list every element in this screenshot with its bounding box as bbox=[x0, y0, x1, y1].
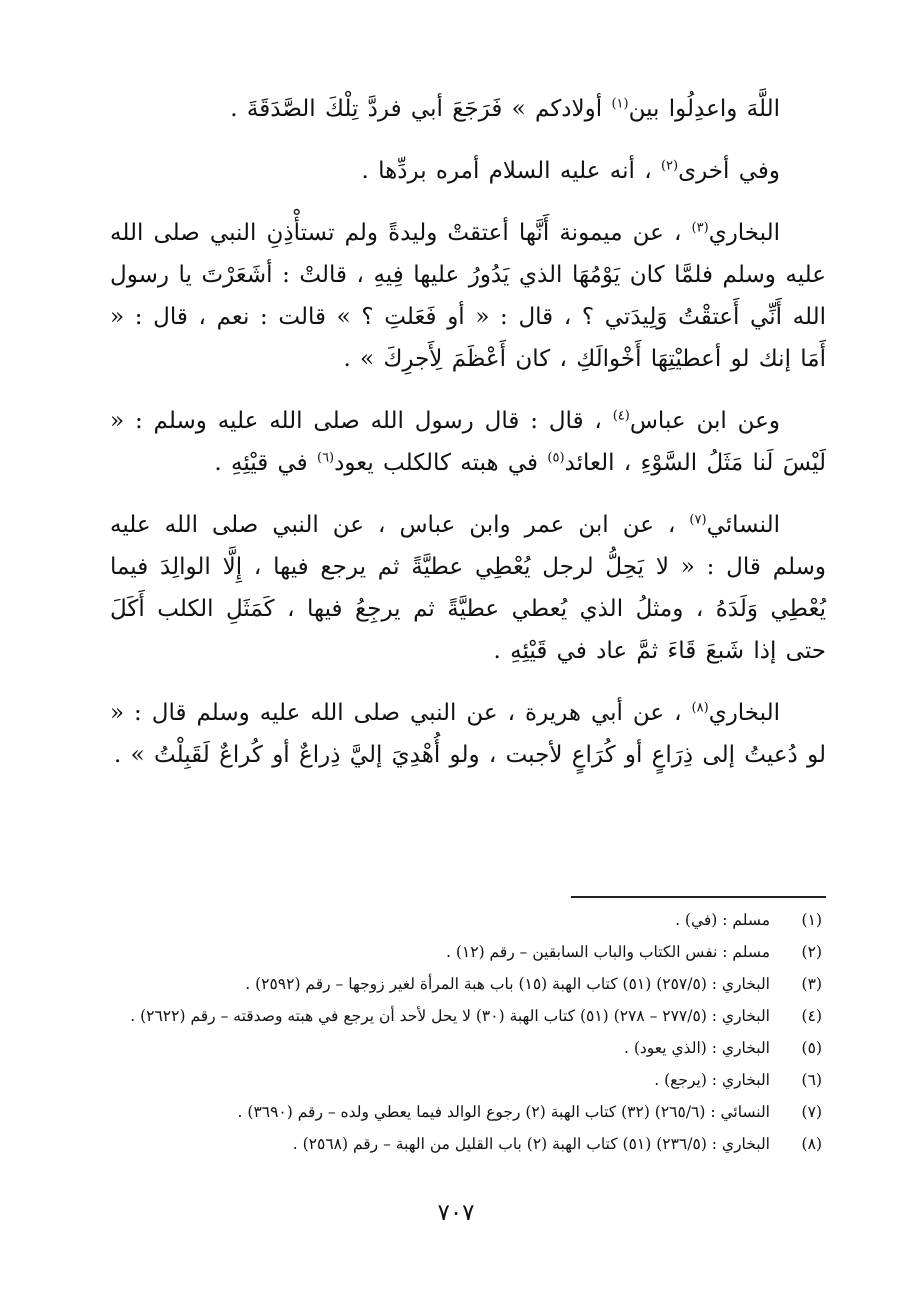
footnote-number: (٤) bbox=[801, 1007, 822, 1025]
paragraph-2 bbox=[110, 150, 826, 192]
text-run: ، عن أبي هريرة ، عن النبي صلى الله عليه وسلم قال : « لو دُعيتُ إلى ذِرَاعٍ أو كُرَاعٍ لأجبت ، ولو أُهْدِيَ إليَّ ذِراعٌ أو كُراعٌ لَقَبِلْتُ » . bbox=[110, 700, 826, 768]
footnote-number: (٨) bbox=[801, 1135, 822, 1153]
page-number: ٧٠٧ bbox=[437, 1200, 475, 1226]
footnote-1 bbox=[120, 904, 826, 936]
text-run: أولادكم » فَرَجَعَ أبي فردَّ تِلْكَ الصَّدَقَةَ . bbox=[230, 96, 612, 122]
footnote-5 bbox=[120, 1032, 826, 1064]
text-run: ، عن ميمونة أَنَّها أعتقتْ وليدةً ولم تستأْذِنِ النبي صلى الله عليه وسلم فلمَّا كان يَوْمُهَا الذي يَدُورُ عليها فِيهِ ، قالتْ : أشَعَرْتَ يا رسول الله أَنِّي أَعتقْتُ وَلِيدَتي ؟ ، قال : « أو فَعَلتِ ؟ » قالت : نعم ، قال : « أَمَا إنك لو أعطيْتِهَا أَخْوالَكِ ، كان أَعْظَمَ لِأَجرِكَ » . bbox=[110, 220, 826, 372]
footnote-text: البخاري : (٢٥٧/٥) (٥١) كتاب الهبة (١٥) باب هبة المرأة لغير زوجها – رقم (٢٥٩٢) . bbox=[245, 975, 770, 993]
footnotes bbox=[120, 904, 826, 1160]
footnote-ref-2[interactable]: (٢) bbox=[660, 158, 679, 174]
footnote-6 bbox=[120, 1064, 826, 1096]
text-run: في هبته كالكلب يعود bbox=[334, 450, 548, 476]
footnote-text: البخاري : (٢٧٧/٥ – ٢٧٨) (٥١) كتاب الهبة (٣٠) لا يحل لأحد أن يرجع في هبته وصدقته – رقم (٢٦٢٢) . bbox=[130, 1007, 770, 1025]
main-text bbox=[110, 88, 826, 796]
footnote-number: (٧) bbox=[801, 1103, 822, 1121]
footnote-2 bbox=[120, 936, 826, 968]
footnote-8 bbox=[120, 1128, 826, 1160]
footnote-divider bbox=[571, 896, 826, 898]
footnote-ref-4[interactable]: (٤) bbox=[612, 408, 630, 424]
text-run: ، عن ابن عمر وابن عباس ، عن النبي صلى الله عليه وسلم قال : « لا يَحِلُّ لرجل يُعْطِي عطيَّةً ثم يرجع فيها ، إِلَّا الوالِدَ فيما يُعْطِي وَلَدَهُ ، ومثلُ الذي يُعطي عطيَّةً ثم يرجِعُ فيها ، كَمَثَلِ الكلب أَكَلَ حتى إذا شَبعَ قَاءَ ثمَّ عاد في قَيْئِهِ . bbox=[110, 512, 826, 664]
footnote-ref-5[interactable]: (٥) bbox=[547, 450, 565, 466]
footnote-number: (٥) bbox=[801, 1039, 822, 1057]
footnote-text: البخاري : (الذي يعود) . bbox=[623, 1039, 770, 1057]
text-run: ، قال : قال رسول الله صلى الله عليه وسلم : « لَيْسَ لَنا مَثَلُ السَّوْءِ ، العائد bbox=[110, 408, 826, 476]
paragraph-1 bbox=[110, 88, 826, 130]
footnote-text: مسلم : (في) . bbox=[675, 911, 770, 929]
footnote-number: (٦) bbox=[801, 1071, 822, 1089]
footnote-number: (١) bbox=[801, 911, 822, 929]
footnote-7 bbox=[120, 1096, 826, 1128]
paragraph-6 bbox=[110, 692, 826, 776]
footnote-ref-3[interactable]: (٣) bbox=[691, 220, 709, 236]
text-run: البخاري bbox=[708, 220, 780, 246]
footnote-ref-1[interactable]: (١) bbox=[611, 96, 629, 112]
footnote-ref-8[interactable]: (٨) bbox=[691, 700, 709, 716]
text-run: في قيْئِهِ . bbox=[214, 450, 317, 476]
text-run: ، أنه عليه السلام أمره بردِّها . bbox=[361, 158, 661, 184]
text-run: وعن ابن عباس bbox=[629, 408, 780, 434]
footnote-3 bbox=[120, 968, 826, 1000]
text-run: وفي أخرى bbox=[678, 158, 780, 184]
paragraph-4 bbox=[110, 400, 826, 484]
footnote-text: النسائي : (٢٦٥/٦) (٣٢) كتاب الهبة (٢) رجوع الوالد فيما يعطي ولده – رقم (٣٦٩٠) . bbox=[237, 1103, 770, 1121]
footnote-number: (٢) bbox=[801, 943, 822, 961]
footnote-ref-7[interactable]: (٧) bbox=[689, 512, 707, 528]
text-run: البخاري bbox=[708, 700, 780, 726]
footnote-number: (٣) bbox=[801, 975, 822, 993]
paragraph-3 bbox=[110, 212, 826, 380]
footnote-4 bbox=[120, 1000, 826, 1032]
text-run: النسائي bbox=[706, 512, 780, 538]
text-run: اللَّهَ واعدِلُوا بين bbox=[628, 96, 780, 122]
footnote-ref-6[interactable]: (٦) bbox=[316, 450, 335, 466]
footnote-text: البخاري : (يرجع) . bbox=[654, 1071, 770, 1089]
footnote-text: البخاري : (٢٣٦/٥) (٥١) كتاب الهبة (٢) باب القليل من الهبة – رقم (٢٥٦٨) . bbox=[292, 1135, 770, 1153]
footnote-text: مسلم : نفس الكتاب والباب السابقين – رقم (١٢) . bbox=[446, 943, 770, 961]
paragraph-5 bbox=[110, 504, 826, 672]
